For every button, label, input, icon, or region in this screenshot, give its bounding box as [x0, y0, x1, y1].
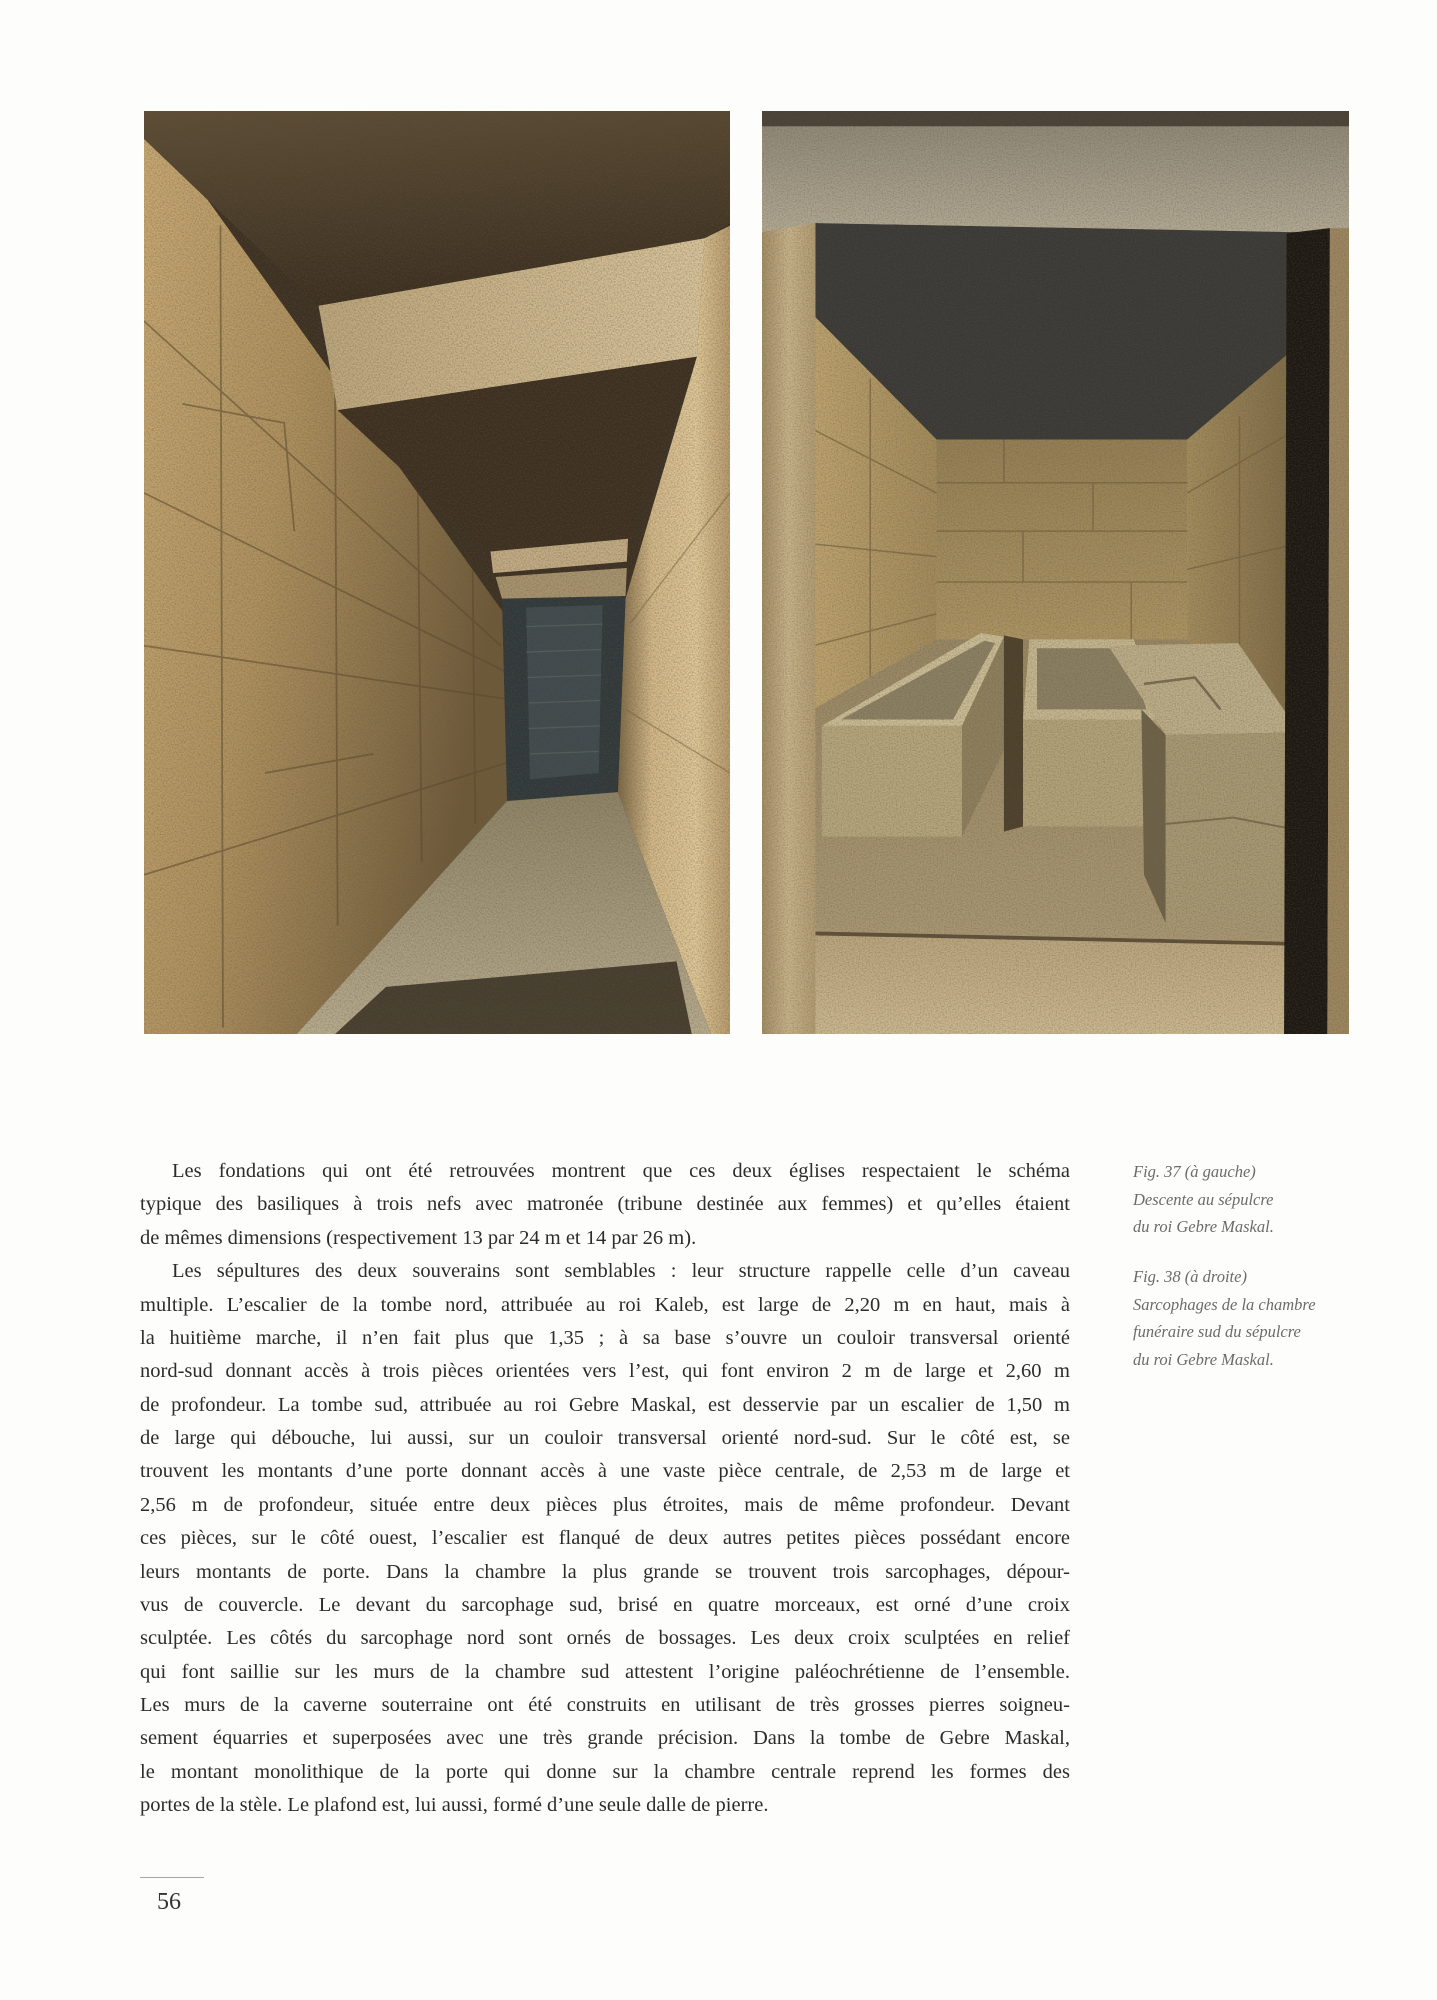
text-line: qui font saillie sur les murs de la chambre sud attestent l’origine paléochrétienne de l’ensemble. — [140, 1660, 1070, 1683]
text-line: de large qui débouche, lui aussi, sur un couloir transversal orienté nord-sud. Sur le côté est, se — [140, 1427, 1070, 1449]
text-line: Les murs de la caverne souterraine ont été construits en utilisant de très grosses pierres soigneu- — [140, 1694, 1070, 1716]
text-line: Les fondations qui ont été retrouvées montrent que ces deux églises respectaient le schéma — [172, 1160, 1070, 1182]
caption-line: Sarcophages de la chambre — [1133, 1294, 1316, 1314]
photo-fig-37 — [144, 111, 730, 1034]
text-line: la huitième marche, il n’en fait plus que 1,35 ; à sa base s’ouvre un couloir transversal orienté — [140, 1326, 1070, 1349]
text-line: multiple. L’escalier de la tombe nord, attribuée au roi Kaleb, est large de 2,20 m en haut, mais à — [140, 1293, 1070, 1316]
photo-fig-37-image — [144, 111, 730, 1034]
text-line: sculptée. Les côtés du sarcophage nord sont ornés de bossages. Les deux croix sculptées en relief — [140, 1627, 1070, 1650]
text-line: typique des basiliques à trois nefs avec matronée (tribune destinée aux femmes) et qu’elles étaient — [140, 1193, 1070, 1216]
text-line: trouvent les montants d’une porte donnant accès à une vaste pièce centrale, de 2,53 m de large et — [140, 1460, 1070, 1483]
text-line: ces pièces, sur le côté ouest, l’escalier est flanqué de deux autres petites pièces possédant encore — [140, 1527, 1070, 1550]
caption-line: du roi Gebre Maskal. — [1133, 1217, 1274, 1236]
caption-fig-38 — [1133, 1263, 1373, 1373]
text-line: Les sépultures des deux souverains sont semblables : leur structure rappelle celle d’un caveau — [172, 1260, 1070, 1283]
page-number: 56 — [157, 1889, 181, 1915]
body-text — [140, 1155, 1070, 1823]
photo-fig-38 — [762, 111, 1349, 1034]
text-line: 2,56 m de profondeur, située entre deux pièces plus étroites, mais de même profondeur. Devant — [140, 1493, 1070, 1516]
text-line: de profondeur. La tombe sud, attribuée au roi Gebre Maskal, est desservie par un escalier de 1,50 m — [140, 1393, 1070, 1416]
paragraph-1 — [140, 1155, 1070, 1255]
text-line: leurs montants de porte. Dans la chambre la plus grande se trouvent trois sarcophages, dépour- — [140, 1560, 1070, 1583]
caption-line: funéraire sud du sépulcre — [1133, 1322, 1301, 1341]
captions — [1133, 1158, 1373, 1373]
text-line: sement équarries et superposées avec une très grande précision. Dans la tombe de Gebre Maskal, — [140, 1727, 1070, 1750]
text-line: portes de la stèle. Le plafond est, lui aussi, formé d’une seule dalle de pierre. — [140, 1794, 769, 1817]
text-line: le montant monolithique de la porte qui donne sur la chambre centrale reprend les formes des — [140, 1760, 1070, 1783]
photo-fig-38-image — [762, 111, 1349, 1034]
caption-fig-37 — [1133, 1158, 1373, 1241]
page-rule — [140, 1877, 204, 1878]
caption-label: Fig. 38 (à droite) — [1133, 1267, 1247, 1286]
caption-line: Descente au sépulcre — [1133, 1189, 1274, 1209]
text-line: vus de couvercle. Le devant du sarcophage sud, brisé en quatre morceaux, est orné d’une croix — [140, 1593, 1070, 1616]
caption-line: du roi Gebre Maskal. — [1133, 1349, 1274, 1369]
text-line: nord-sud donnant accès à trois pièces orientées vers l’est, qui font environ 2 m de large et 2,60 m — [140, 1360, 1070, 1383]
caption-label: Fig. 37 (à gauche) — [1133, 1162, 1256, 1181]
paragraph-2 — [140, 1255, 1070, 1822]
text-line: de mêmes dimensions (respectivement 13 par 24 m et 14 par 26 m). — [140, 1226, 697, 1249]
